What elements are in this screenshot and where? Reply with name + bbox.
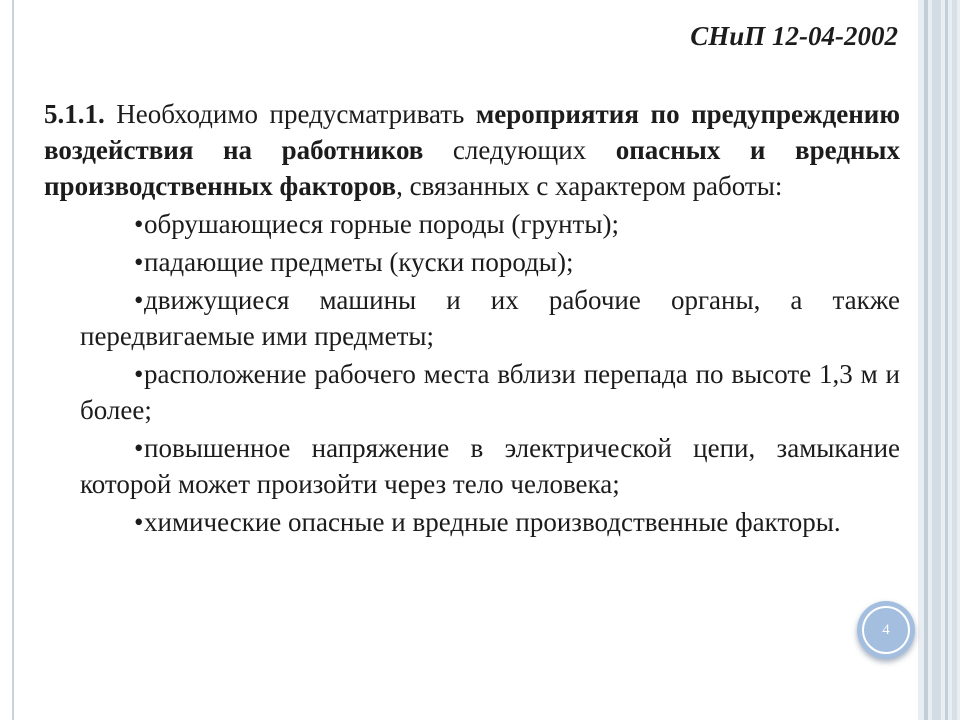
hazard-text: химические опасные и вредные производственные факторы.	[144, 507, 841, 537]
lead-bold-part: мероприятия по предупреждению воздействия на работников	[44, 99, 900, 165]
document-code-heading: СНиП 12-04-2002	[690, 21, 898, 51]
clause-number: 5.1.1.	[44, 99, 105, 129]
lead-text-part: Необходимо предусматривать	[104, 99, 476, 129]
hazard-list-item	[80, 504, 900, 540]
bullet-icon: •	[134, 285, 144, 315]
page-number-badge	[857, 601, 915, 659]
hazard-list-item	[80, 430, 900, 502]
bullet-icon: •	[134, 359, 144, 389]
page-number: 4	[862, 606, 910, 654]
hazard-text: движущиеся машины и их рабочие органы, а также передвигаемые ими предметы;	[80, 285, 900, 351]
lead-paragraph	[44, 96, 900, 204]
hazard-text: обрушающиеся горные породы (грунты);	[144, 209, 619, 239]
hazard-text: повышенное напряжение в электрической цепи, замыкание которой может произойти через тело человека;	[80, 433, 900, 499]
hazard-list-item	[80, 282, 900, 354]
hazard-list	[44, 206, 900, 540]
bullet-icon: •	[134, 209, 144, 239]
stripe	[945, 0, 948, 720]
bullet-icon: •	[134, 433, 144, 463]
lead-text-part: , связанных с характером работы:	[396, 171, 783, 201]
slide-body	[44, 96, 900, 542]
stripe	[924, 0, 928, 720]
bullet-icon: •	[134, 247, 144, 277]
hazard-text: падающие предметы (куски породы);	[144, 247, 574, 277]
right-decorative-stripes	[918, 0, 960, 720]
stripe	[952, 0, 957, 720]
hazard-list-item	[80, 356, 900, 428]
hazard-text: расположение рабочего места вблизи перепада по высоте 1,3 м и более;	[80, 359, 900, 425]
hazard-list-item	[80, 244, 900, 280]
lead-bold-part: опасных и вредных производственных факторов	[44, 135, 901, 201]
stripe	[932, 0, 941, 720]
bullet-icon: •	[134, 507, 144, 537]
left-border-line	[12, 0, 14, 720]
lead-text-part: следующих	[423, 135, 616, 165]
hazard-list-item	[80, 206, 900, 242]
